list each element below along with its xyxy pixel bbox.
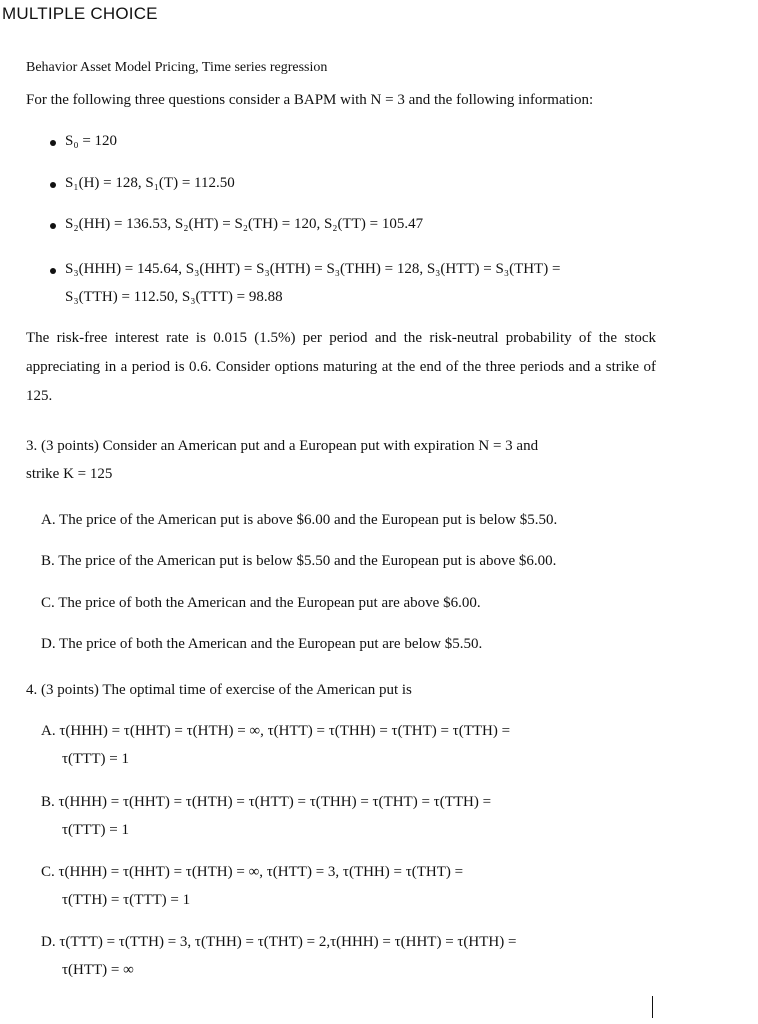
q3-option-c[interactable]: C. The price of both the American and the European put are above $6.00.	[41, 595, 481, 611]
q3-stem-line1: 3. (3 points) Consider an American put and a European put with expiration N = 3 and	[26, 438, 539, 454]
q3-option-b[interactable]: B. The price of the American put is below $5.50 and the European put is above $6.00.	[41, 553, 557, 569]
text-cursor	[652, 996, 653, 1018]
bullet-marker	[50, 268, 56, 274]
bullet-s1: S₁(H) = 128, S₁(T) = 112.50	[65, 175, 235, 191]
q3-option-a[interactable]: A. The price of the American put is above $6.00 and the European put is below $5.50.	[41, 512, 558, 528]
q4-stem: 4. (3 points) The optimal time of exercise of the American put is	[26, 682, 412, 698]
q4-option-c-line2[interactable]: τ(TTH) = τ(TTT) = 1	[62, 892, 191, 908]
risk-free-paragraph: The risk-free interest rate is 0.015 (1.5%) per period and the risk-neutral probability of the stock appreciating in a period is 0.6. Consider options maturing at the end of the three periods and a strike of 125.	[26, 330, 656, 404]
q4-option-a-line1[interactable]: A. τ(HHH) = τ(HHT) = τ(HTH) = ∞, τ(HTT) = τ(THH) = τ(THT) = τ(TTH) =	[41, 723, 511, 739]
intro-text: For the following three questions consider a BAPM with N = 3 and the following information:	[26, 92, 594, 108]
q4-option-c-line1[interactable]: C. τ(HHH) = τ(HHT) = τ(HTH) = ∞, τ(HTT) = 3, τ(THH) = τ(THT) =	[41, 864, 464, 880]
bullet-s3-line2: S₃(TTH) = 112.50, S₃(TTT) = 98.88	[65, 289, 283, 305]
bullet-marker	[50, 182, 56, 188]
q4-option-b-line2[interactable]: τ(TTT) = 1	[62, 822, 129, 838]
q3-option-d[interactable]: D. The price of both the American and the European put are below $5.50.	[41, 636, 483, 652]
bullet-s2: S₂(HH) = 136.53, S₂(HT) = S₂(TH) = 120, S₂(TT) = 105.47	[65, 216, 424, 232]
q4-option-d-line1[interactable]: D. τ(TTT) = τ(TTH) = 3, τ(THH) = τ(THT) = 2,τ(HHH) = τ(HHT) = τ(HTH) =	[41, 934, 517, 950]
page-header: MULTIPLE CHOICE	[2, 4, 158, 23]
section-title: Behavior Asset Model Pricing, Time series regression	[26, 60, 328, 75]
bullet-s3-line1: S₃(HHH) = 145.64, S₃(HHT) = S₃(HTH) = S₃(THH) = 128, S₃(HTT) = S₃(THT) =	[65, 261, 561, 277]
bullet-marker	[50, 140, 56, 146]
q4-option-a-line2[interactable]: τ(TTT) = 1	[62, 751, 129, 767]
bullet-s0: S₀ = 120	[65, 133, 118, 149]
q3-stem-line2: strike K = 125	[26, 466, 113, 482]
bullet-marker	[50, 223, 56, 229]
q4-option-b-line1[interactable]: B. τ(HHH) = τ(HHT) = τ(HTH) = τ(HTT) = τ(THH) = τ(THT) = τ(TTH) =	[41, 794, 492, 810]
q4-option-d-line2[interactable]: τ(HTT) = ∞	[62, 962, 134, 978]
